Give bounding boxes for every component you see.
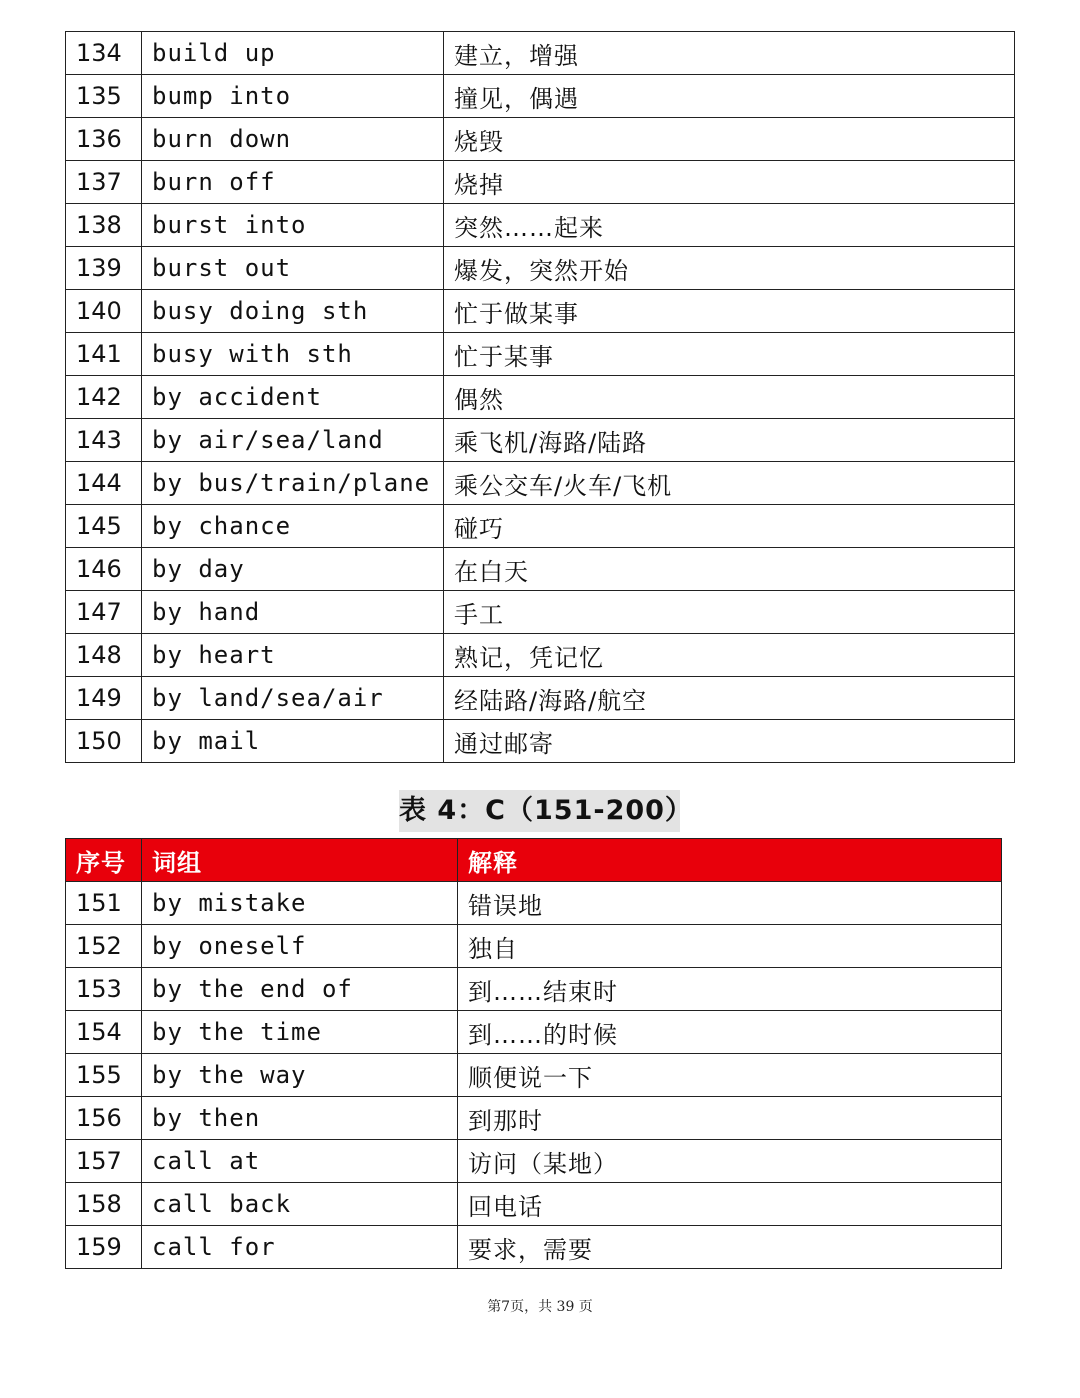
row-phrase: by bus/train/plane	[142, 462, 444, 505]
row-meaning: 爆发，突然开始	[444, 247, 1015, 290]
row-number: 139	[66, 247, 142, 290]
row-meaning: 到……的时候	[458, 1011, 1002, 1054]
table-row	[66, 591, 1015, 634]
table-row	[66, 333, 1015, 376]
row-number: 150	[66, 720, 142, 763]
row-meaning: 突然……起来	[444, 204, 1015, 247]
row-meaning: 到……结束时	[458, 968, 1002, 1011]
table-row	[66, 118, 1015, 161]
table-row	[66, 161, 1015, 204]
row-meaning: 经陆路/海路/航空	[444, 677, 1015, 720]
row-number: 154	[66, 1011, 142, 1054]
row-phrase: by the way	[142, 1054, 458, 1097]
table-row	[66, 968, 1002, 1011]
row-phrase: by the end of	[142, 968, 458, 1011]
table-row	[66, 32, 1015, 75]
row-phrase: by air/sea/land	[142, 419, 444, 462]
table-row	[66, 634, 1015, 677]
row-meaning: 烧掉	[444, 161, 1015, 204]
row-number: 148	[66, 634, 142, 677]
row-number: 145	[66, 505, 142, 548]
row-meaning: 碰巧	[444, 505, 1015, 548]
table-row	[66, 462, 1015, 505]
row-phrase: by land/sea/air	[142, 677, 444, 720]
table-row	[66, 419, 1015, 462]
row-phrase: busy with sth	[142, 333, 444, 376]
row-phrase: by hand	[142, 591, 444, 634]
row-phrase: by oneself	[142, 925, 458, 968]
header-number: 序号	[66, 839, 142, 882]
row-meaning: 忙于某事	[444, 333, 1015, 376]
table-row	[66, 1011, 1002, 1054]
row-number: 158	[66, 1183, 142, 1226]
table-row	[66, 247, 1015, 290]
table-row	[66, 720, 1015, 763]
row-phrase: call back	[142, 1183, 458, 1226]
table-row	[66, 1183, 1002, 1226]
row-number: 155	[66, 1054, 142, 1097]
row-number: 137	[66, 161, 142, 204]
page-footer: 第7页，共 39 页	[487, 1299, 593, 1315]
row-meaning: 偶然	[444, 376, 1015, 419]
row-number: 142	[66, 376, 142, 419]
table-row	[66, 75, 1015, 118]
row-phrase: call at	[142, 1140, 458, 1183]
row-meaning: 通过邮寄	[444, 720, 1015, 763]
table-row	[66, 925, 1002, 968]
row-number: 141	[66, 333, 142, 376]
row-phrase: burn down	[142, 118, 444, 161]
row-number: 144	[66, 462, 142, 505]
table-row	[66, 505, 1015, 548]
row-phrase: bump into	[142, 75, 444, 118]
row-meaning: 访问（某地）	[458, 1140, 1002, 1183]
row-number: 152	[66, 925, 142, 968]
row-number: 146	[66, 548, 142, 591]
row-number: 157	[66, 1140, 142, 1183]
row-meaning: 建立，增强	[444, 32, 1015, 75]
row-meaning: 撞见，偶遇	[444, 75, 1015, 118]
table-row	[66, 204, 1015, 247]
row-phrase: by chance	[142, 505, 444, 548]
vocab-table-top	[65, 31, 1015, 763]
table-row	[66, 1097, 1002, 1140]
row-meaning: 错误地	[458, 882, 1002, 925]
row-phrase: by mistake	[142, 882, 458, 925]
table-row	[66, 1054, 1002, 1097]
row-number: 135	[66, 75, 142, 118]
row-number: 159	[66, 1226, 142, 1269]
row-meaning: 烧毁	[444, 118, 1015, 161]
section-title: 表 4：C（151-200）	[399, 790, 680, 832]
row-phrase: burn off	[142, 161, 444, 204]
row-number: 136	[66, 118, 142, 161]
table-row	[66, 548, 1015, 591]
row-meaning: 独自	[458, 925, 1002, 968]
table-row	[66, 290, 1015, 333]
vocab-table-c	[65, 838, 1002, 1269]
header-meaning: 解释	[458, 839, 1002, 882]
table-row	[66, 882, 1002, 925]
row-meaning: 在白天	[444, 548, 1015, 591]
row-number: 156	[66, 1097, 142, 1140]
header-phrase: 词组	[142, 839, 458, 882]
row-meaning: 到那时	[458, 1097, 1002, 1140]
row-number: 138	[66, 204, 142, 247]
row-phrase: burst out	[142, 247, 444, 290]
row-meaning: 要求，需要	[458, 1226, 1002, 1269]
row-phrase: by then	[142, 1097, 458, 1140]
row-meaning: 忙于做某事	[444, 290, 1015, 333]
table-row	[66, 677, 1015, 720]
row-phrase: burst into	[142, 204, 444, 247]
row-number: 153	[66, 968, 142, 1011]
table-row	[66, 376, 1015, 419]
row-phrase: by the time	[142, 1011, 458, 1054]
table-row	[66, 1140, 1002, 1183]
row-meaning: 手工	[444, 591, 1015, 634]
table-header-row	[66, 839, 1002, 882]
row-number: 147	[66, 591, 142, 634]
table-row	[66, 1226, 1002, 1269]
row-phrase: by mail	[142, 720, 444, 763]
row-phrase: busy doing sth	[142, 290, 444, 333]
row-phrase: build up	[142, 32, 444, 75]
row-meaning: 乘飞机/海路/陆路	[444, 419, 1015, 462]
row-number: 143	[66, 419, 142, 462]
row-phrase: by heart	[142, 634, 444, 677]
row-meaning: 熟记，凭记忆	[444, 634, 1015, 677]
row-number: 149	[66, 677, 142, 720]
row-number: 140	[66, 290, 142, 333]
row-phrase: by accident	[142, 376, 444, 419]
row-meaning: 回电话	[458, 1183, 1002, 1226]
row-number: 134	[66, 32, 142, 75]
row-phrase: by day	[142, 548, 444, 591]
row-phrase: call for	[142, 1226, 458, 1269]
row-meaning: 顺便说一下	[458, 1054, 1002, 1097]
row-number: 151	[66, 882, 142, 925]
row-meaning: 乘公交车/火车/飞机	[444, 462, 1015, 505]
